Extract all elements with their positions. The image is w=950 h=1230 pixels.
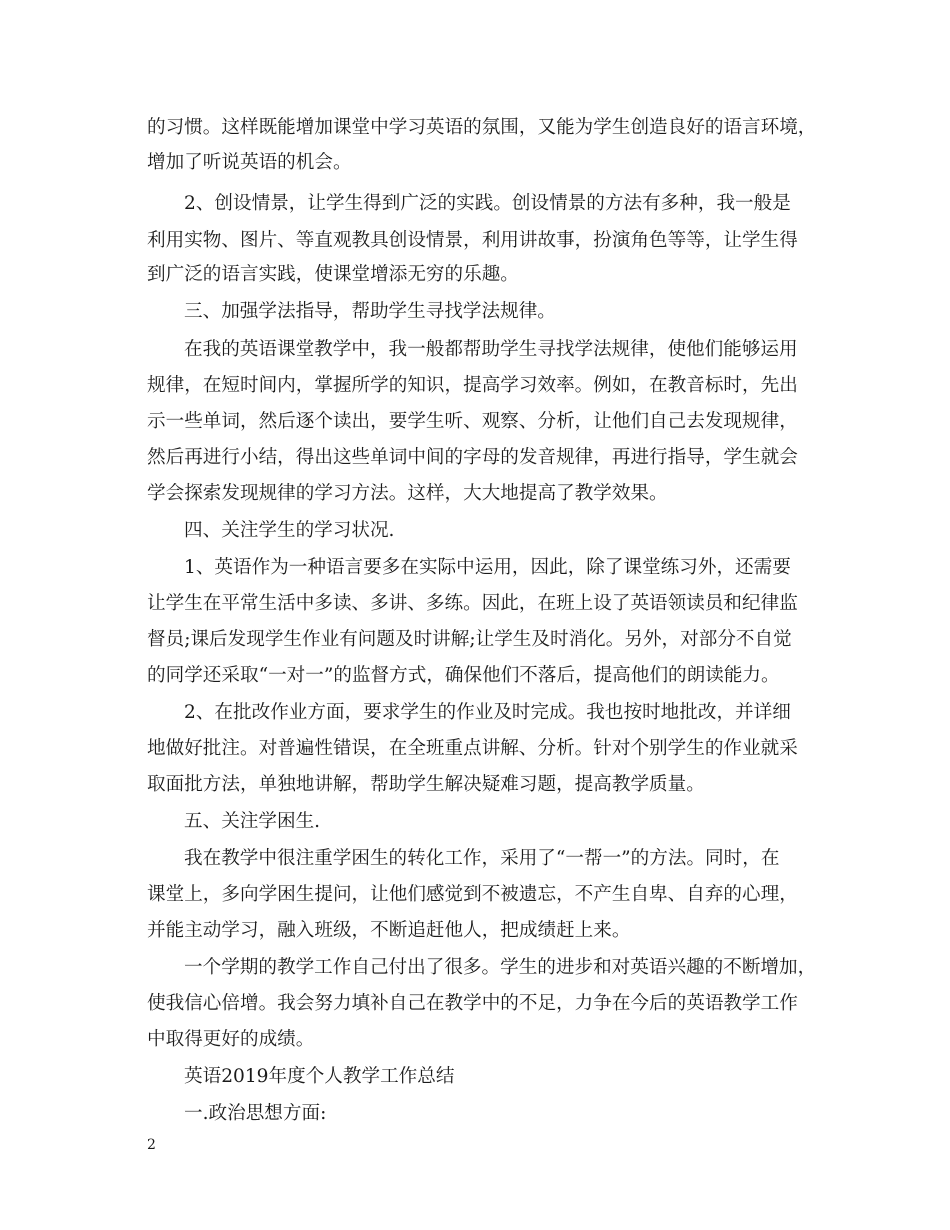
text-line: 到广泛的语言实践，使课堂增添无穷的乐趣。: [147, 264, 519, 285]
text-line: 我在教学中很注重学困生的转化工作，采用了“一帮一”的方法。同时，在: [184, 848, 780, 869]
text-line: 示一些单词，然后逐个读出，要学生听、观察、分析，让他们自己去发现规律，: [147, 411, 798, 432]
text-line: 督员;课后发现学生作业有问题及时讲解;让学生及时消化。另外，对部分不自觉: [147, 629, 792, 650]
section-heading: 三、加强学法指导，帮助学生寻找学法规律。: [184, 301, 556, 322]
page-number: 2: [147, 1137, 156, 1153]
text-line: 然后再进行小结，得出这些单词中间的字母的发音规律，再进行指导，学生就会: [147, 447, 798, 468]
text-line: 规律，在短时间内，掌握所学的知识，提高学习效率。例如，在教音标时，先出: [147, 375, 798, 396]
text-line: 地做好批注。对普遍性错误，在全班重点讲解、分析。针对个别学生的作业就采: [147, 738, 798, 759]
text-line: 2、创设情景，让学生得到广泛的实践。创设情景的方法有多种，我一般是: [184, 193, 791, 214]
text-line: 并能主动学习，融入班级，不断追赶他人，把成绩赶上来。: [147, 920, 631, 941]
text-line: 一个学期的教学工作自己付出了很多。学生的进步和对英语兴趣的不断增加，: [184, 957, 817, 978]
text-line: 让学生在平常生活中多读、多讲、多练。因此，在班上设了英语领读员和纪律监: [147, 593, 798, 614]
text-line: 中取得更好的成绩。: [147, 1029, 315, 1050]
text-line: 课堂上，多向学困生提问，让他们感觉到不被遗忘，不产生自卑、自弃的心理，: [147, 884, 798, 905]
text-line: 使我信心倍增。我会努力填补自己在教学中的不足，力争在今后的英语教学工作: [147, 993, 798, 1014]
text-line: 的习惯。这样既能增加课堂中学习英语的氛围，又能为学生创造良好的语言环境，: [147, 117, 817, 138]
text-line: 1、英语作为一种语言要多在实际中运用，因此，除了课堂练习外，还需要: [184, 557, 791, 578]
text-line: 取面批方法，单独地讲解，帮助学生解决疑难习题，提高教学质量。: [147, 774, 705, 795]
text-line: 2、在批改作业方面，要求学生的作业及时完成。我也按时地批改，并详细: [184, 702, 791, 723]
text-line: 增加了听说英语的机会。: [147, 152, 352, 173]
section-heading: 四、关注学生的学习状况.: [184, 520, 395, 541]
text-line: 在我的英语课堂教学中，我一般都帮助学生寻找学法规律，使他们能够运用: [184, 339, 798, 360]
section-heading: 五、关注学困生.: [184, 811, 321, 832]
document-title: 英语2019年度个人教学工作总结: [184, 1066, 455, 1087]
text-line: 利用实物、图片、等直观教具创设情景，利用讲故事，扮演角色等等，让学生得: [147, 230, 798, 251]
text-line: 学会探索发现规律的学习方法。这样，大大地提高了教学效果。: [147, 483, 668, 504]
text-line: 的同学还采取“一对一”的监督方式，确保他们不落后，提高他们的朗读能力。: [147, 665, 780, 686]
section-heading: 一.政治思想方面:: [184, 1103, 327, 1124]
